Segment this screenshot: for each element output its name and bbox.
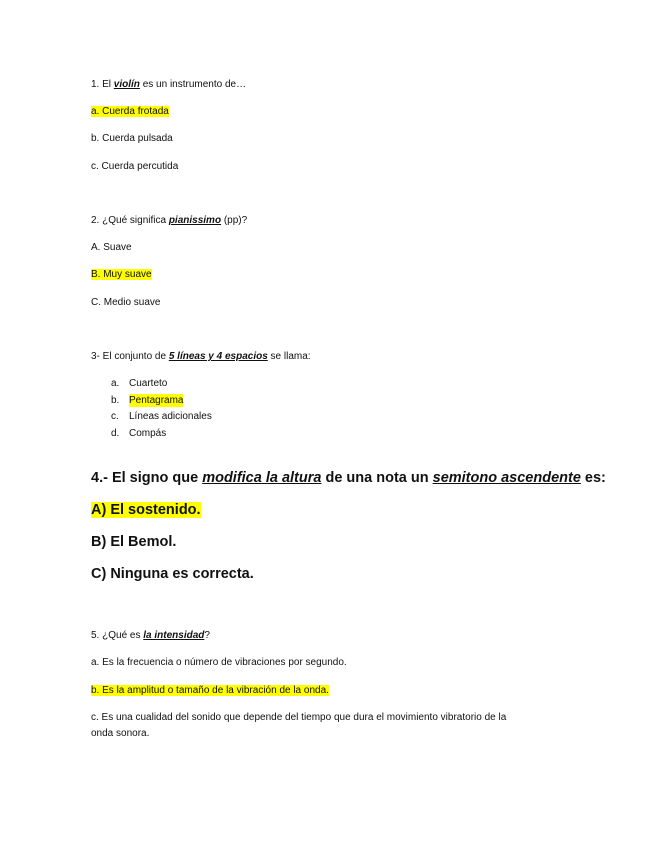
- q5-suffix: ?: [204, 630, 210, 641]
- q4-option-a-text: A) El sostenido.: [91, 502, 201, 518]
- q4-part3: es:: [580, 470, 606, 486]
- q5-prefix: 5. ¿Qué es: [91, 630, 144, 641]
- q3-prefix: 3- El conjunto de: [91, 351, 169, 362]
- q2-option-a: [91, 241, 132, 254]
- question-2: [91, 214, 247, 227]
- q3-option-c: [111, 410, 311, 423]
- q2-option-c: [91, 296, 160, 309]
- question-3: [91, 350, 311, 363]
- q1-option-a-text: a. Cuerda frotada: [91, 106, 169, 117]
- q2-prefix: 2. ¿Qué significa: [91, 215, 169, 226]
- q5-option-c-text: c. Es una cualidad del sonido que depende del tiempo que dura el movimiento vibratorio de la: [91, 712, 507, 723]
- q3-option-c-text: Líneas adicionales: [129, 411, 212, 422]
- q3-option-c-marker: c.: [111, 411, 119, 422]
- q2-option-c-text: C. Medio suave: [91, 297, 161, 308]
- q4-option-b-text: B) El Bemol.: [91, 534, 177, 550]
- question-5: [91, 629, 210, 642]
- q4-option-b: [91, 533, 176, 551]
- q1-option-a: [91, 105, 169, 118]
- q3-option-b-text: Pentagrama: [129, 395, 184, 406]
- q3-option-b-marker: b.: [111, 395, 120, 406]
- q1-option-c: [91, 160, 178, 173]
- q3-option-a-text: Cuarteto: [129, 378, 168, 389]
- q3-option-b: [111, 394, 311, 407]
- q2-option-b-text: B. Muy suave: [91, 269, 152, 280]
- q3-option-a-marker: a.: [111, 378, 120, 389]
- q1-suffix: es un instrumento de…: [139, 79, 247, 90]
- q4-part2: de una nota un: [321, 470, 433, 486]
- q5-emphasis: la intensidad: [143, 630, 205, 641]
- q3-option-d-text: Compás: [129, 428, 167, 439]
- q2-option-a-text: A. Suave: [91, 242, 132, 253]
- q4-emphasis-1: modifica la altura: [202, 470, 322, 486]
- q2-option-b: [91, 268, 152, 281]
- q4-option-c-text: C) Ninguna es correcta.: [91, 566, 254, 582]
- q5-option-c-text-cont: onda sonora.: [91, 728, 150, 739]
- question-4: [91, 469, 606, 487]
- q2-emphasis: pianissimo: [168, 215, 222, 226]
- q4-option-c: [91, 565, 254, 583]
- q3-emphasis: 5 líneas y 4 espacios: [168, 351, 268, 362]
- q3-option-d: [111, 427, 311, 440]
- q5-option-a-text: a. Es la frecuencia o número de vibraciones por segundo.: [91, 657, 347, 668]
- q3-option-d-marker: d.: [111, 428, 120, 439]
- q4-part1: 4.- El signo que: [91, 470, 203, 486]
- q3-option-a: [111, 377, 311, 390]
- q1-emphasis: violín: [113, 79, 140, 90]
- q3-suffix: se llama:: [267, 351, 311, 362]
- q1-option-b: [91, 132, 173, 145]
- q1-option-b-text: b. Cuerda pulsada: [91, 133, 173, 144]
- q2-suffix: (pp)?: [221, 215, 248, 226]
- q4-option-a: [91, 501, 201, 519]
- q1-option-c-text: c. Cuerda percutida: [91, 161, 179, 172]
- question-1: [91, 78, 246, 91]
- q5-option-a: [91, 656, 347, 669]
- q4-emphasis-2: semitono ascendente: [432, 470, 581, 486]
- q5-option-b-text: b. Es la amplitud o tamaño de la vibración de la onda.: [91, 685, 329, 696]
- q5-option-c-line-2: [91, 727, 149, 740]
- q5-option-b: [91, 684, 329, 697]
- q5-option-c-line-1: [91, 711, 506, 724]
- q1-prefix: 1. El: [91, 79, 114, 90]
